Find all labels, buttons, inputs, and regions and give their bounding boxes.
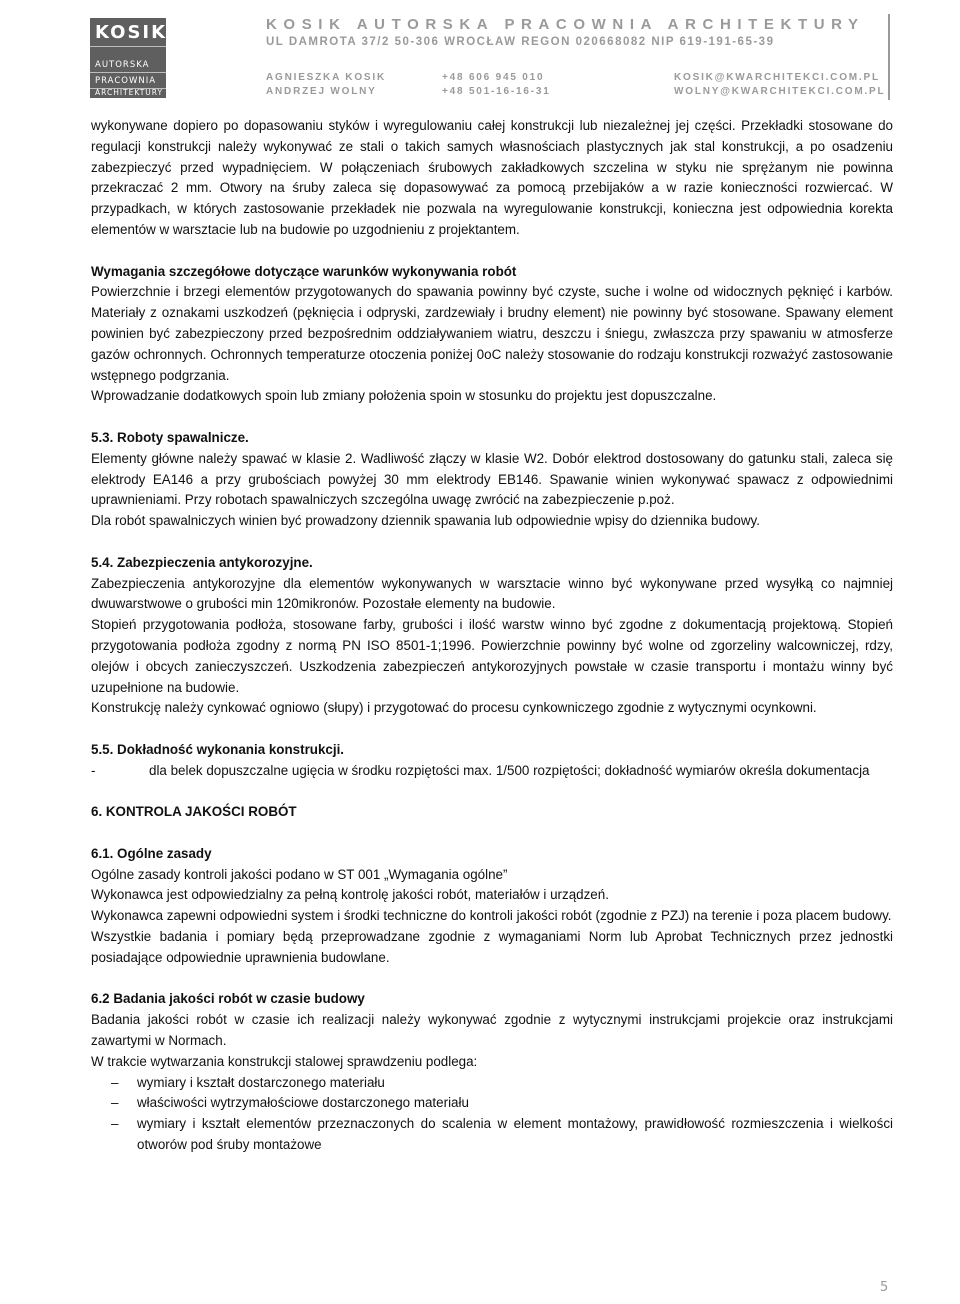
- chapter-heading: 6. KONTROLA JAKOŚCI ROBÓT: [91, 804, 297, 820]
- paragraph: Wykonawca zapewni odpowiedni system i środki techniczne do kontroli jakości robót (zgodnie z PZJ) na terenie i poza placem budowy.: [91, 908, 892, 924]
- logo-divider: [90, 46, 166, 47]
- paragraph: W trakcie wytwarzania konstrukcji stalowej sprawdzeniu podlega:: [91, 1053, 478, 1069]
- section-heading: 5.5. Dokładność wykonania konstrukcji.: [91, 741, 345, 757]
- contact-phone: +48 501-16-16-31: [442, 86, 551, 97]
- dash-marker: –: [111, 1116, 119, 1132]
- logo-line-3: ARCHITEKTURY: [95, 88, 164, 97]
- section-heading: 6.1. Ogólne zasady: [91, 845, 212, 861]
- paragraph: Elementy główne należy spawać w klasie 2. Wadliwość złączy w klasie W2. Dobór elektrod dostosowany do gatunku stali, zaleca się elektrody EA146 a przy grubościach powyżej 30 mm elektrody EB146. Spawanie winien wykonywać spawacz z odpowiednimi uprawnieniami. Przy robotach spawalniczych szczególna uwagę zwrócić na zabezpieczenie p.poż.: [91, 450, 893, 508]
- dash-marker: –: [111, 1074, 119, 1090]
- paragraph: wykonywane dopiero po dopasowaniu styków i wyregulowaniu całej konstrukcji lub niezależnej jej części. Przekładki stosowane do regulacji konstrukcji należy wykonywać ze stali o takich samych własnościach plastycznych jak stal konstrukcji, a po osadzeniu zabezpieczyć przed wypadnięciem. W połączeniach śrubowych zakładkowych szczelina w styku nie sprężanym nie powinna przekraczać 2 mm. Otwory na śruby zaleca się dopasowywać za pomocą przebijaków a w razie konieczności rozwiercać. W przypadkach, w których zastosowanie przekładek nie pozwala na wyregulowanie konstrukcji, konieczna jest odpowiednia korekta elementów w warsztacie lub na budowie po uzgodnieniu z projektantem.: [91, 118, 893, 237]
- paragraph: Dla robót spawalniczych winien być prowadzony dziennik spawania lub odpowiednie wpisy do dziennika budowy.: [91, 513, 760, 529]
- contact-email: KOSIK@KWARCHITEKCI.COM.PL: [674, 72, 880, 83]
- contact-phone: +48 606 945 010: [442, 72, 545, 83]
- document-body: [91, 116, 893, 1156]
- section-heading: 5.3. Roboty spawalnicze.: [91, 429, 249, 445]
- paragraph: Badania jakości robót w czasie ich realizacji należy wykonywać zgodnie z wytycznymi instrukcjami projekcie oraz instrukcjami zawartymi w Normach.: [91, 1012, 893, 1049]
- section-heading: 5.4. Zabezpieczenia antykorozyjne.: [91, 554, 313, 570]
- list-item-text: wymiary i kształt dostarczonego materiału: [137, 1074, 385, 1090]
- list-item: [91, 1114, 893, 1156]
- logo-line-1: AUTORSKA: [95, 60, 150, 70]
- company-logo: [90, 18, 166, 98]
- paragraph: Wszystkie badania i pomiary będą przeprowadzane zgodnie z wymaganiami Norm lub Aprobat Technicznych przez jednostki posiadające odpowiednie uprawnienia budowlane.: [91, 929, 893, 965]
- dash-marker: -: [91, 762, 96, 778]
- paragraph: Zabezpieczenia antykorozyjne dla elementów wykonywanych w warsztacie winno być wykonywane przed wysyłką co najmniej dwuwarstwowe o grubości min 120mikronów. Pozostałe elementy na budowie.: [91, 575, 893, 612]
- page-number: 5: [880, 1280, 889, 1295]
- contact-name: ANDRZEJ WOLNY: [266, 86, 377, 97]
- paragraph: Wykonawca jest odpowiedzialny za pełną kontrolę jakości robót, materiałów i urządzeń.: [91, 887, 609, 903]
- letterhead: [0, 0, 960, 105]
- list-item-text: dla belek dopuszczalne ugięcia w środku rozpiętości max. 1/500 rozpiętości; dokładność wymiarów określa dokumentacja: [149, 762, 870, 778]
- logo-name: KOSIK: [95, 22, 168, 43]
- paragraph: Ogólne zasady kontroli jakości podano w ST 001 „Wymagania ogólne”: [91, 866, 508, 882]
- contact-name: AGNIESZKA KOSIK: [266, 72, 386, 83]
- list-item-text: właściwości wytrzymałościowe dostarczonego materiału: [137, 1095, 469, 1111]
- contact-email: WOLNY@KWARCHITEKCI.COM.PL: [674, 86, 886, 97]
- dash-marker: –: [111, 1095, 119, 1111]
- header-divider: [888, 14, 890, 100]
- paragraph: Konstrukcję należy cynkować ogniowo (słupy) i przygotować do procesu cynkowniczego zgodnie z wytycznymi ocynkowni.: [91, 700, 817, 716]
- list-item: [91, 1073, 893, 1094]
- list-item-text: wymiary i kształt elementów przeznaczonych do scalenia w element montażowy, prawidłowość rozmieszczenia i wielkości otworów pod śruby montażowe: [137, 1116, 893, 1153]
- logo-line-2: PRACOWNIA: [95, 76, 157, 86]
- logo-divider: [90, 72, 166, 73]
- paragraph: Powierzchnie i brzegi elementów przygotowanych do spawania powinny być czyste, suche i wolne od widocznych pęknięć i karbów. Materiały z oznakami uszkodzeń (pęknięcia i odpryski, zardzewiały i brudny element) nie powinny być stosowane. Spawany element powinien być zabezpieczony przed bezpośrednim oddziaływaniem wiatru, deszczu i śniegu, zwłaszcza przy spawaniu w atmosferze gazów ochronnych. Ochronnych temperaturze otoczenia poniżej 0oC należy stosowanie do rodzaju konstrukcji rozważyć zastosowanie wstępnego podgrzania.: [91, 284, 893, 383]
- company-address: UL DAMROTA 37/2 50-306 WROCŁAW REGON 020668082 NIP 619-191-65-39: [266, 36, 775, 48]
- list-item: [91, 761, 893, 782]
- list-item: [91, 1093, 893, 1114]
- company-title: KOSIK AUTORSKA PRACOWNIA ARCHITEKTURY: [266, 16, 865, 33]
- section-heading: Wymagania szczegółowe dotyczące warunków wykonywania robót: [91, 263, 517, 279]
- paragraph: Wprowadzanie dodatkowych spoin lub zmiany położenia spoin w stosunku do projektu jest dopuszczalne.: [91, 388, 717, 404]
- paragraph: Stopień przygotowania podłoża, stosowane farby, grubości i ilość warstw winno być zgodne z dokumentacją projektową. Stopień przygotowania podłoża zgodny z normą PN ISO 8501-1;1996. Powierzchnie powinny być wolne od zgorzeliny walcowniczej, rdzy, olejów i obcych zanieczyszczeń. Uszkodzenia zabezpieczeń antykorozyjnych powstałe w czasie transportu i montażu winny być uzupełnione na budowie.: [91, 617, 893, 695]
- section-heading: 6.2 Badania jakości robót w czasie budowy: [91, 991, 365, 1007]
